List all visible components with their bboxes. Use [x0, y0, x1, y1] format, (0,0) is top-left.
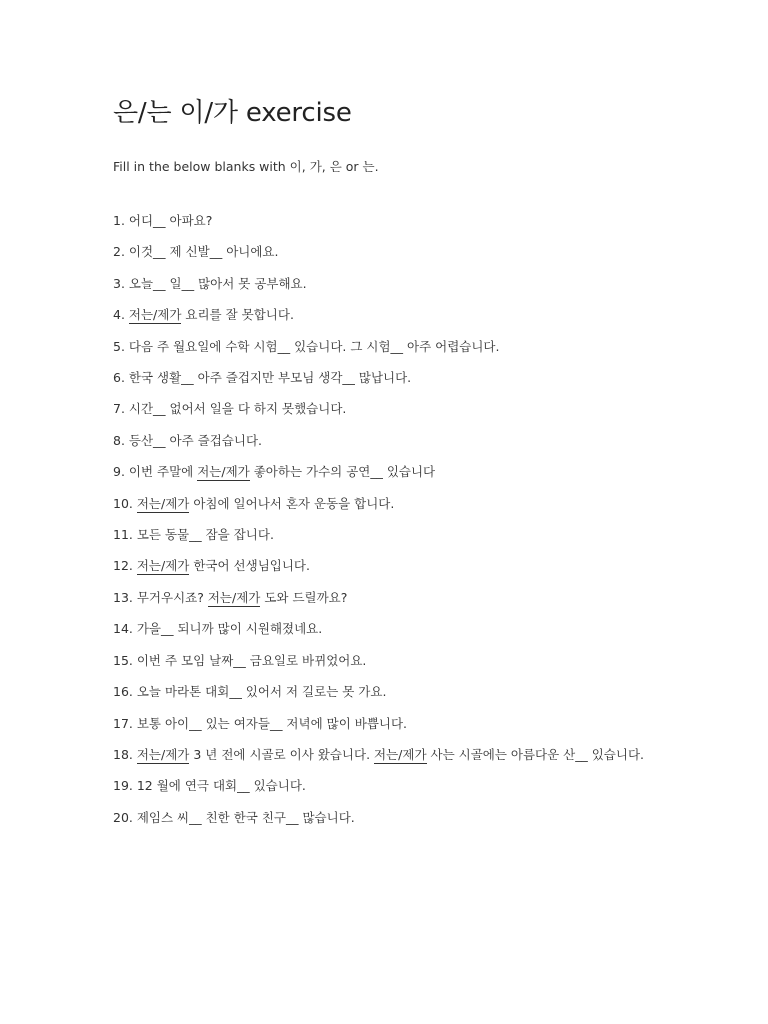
exercise-text: 1. 어디__ 아파요? [113, 213, 213, 228]
exercise-text: 4. [113, 307, 129, 323]
exercise-text: 19. 12 월에 연극 대회__ 있습니다. [113, 778, 306, 794]
exercise-text: 2. 이것__ 제 신발__ 아니에요. [113, 244, 279, 260]
exercise-text: 17. 보통 아이__ 있는 여자들__ 저녁에 많이 바쁩니다. [113, 715, 408, 731]
exercise-text: 18. [113, 746, 137, 762]
exercise-text: 3 년 전에 시골로 이사 왔습니다. [189, 746, 375, 762]
exercise-text: 5. 다음 주 월요일에 수학 시험__ 있습니다. 그 시험__ 아주 어렵습니다. [113, 338, 500, 354]
exercise-item [113, 645, 673, 676]
exercise-item [113, 802, 673, 833]
page-title: 은/는 이/가 exercise [113, 98, 352, 128]
exercise-item [113, 236, 673, 267]
underlined-choice: 저는/제가 [374, 746, 427, 762]
exercise-text: 3. 오늘__ 일__ 많아서 못 공부해요. [113, 275, 307, 291]
exercise-item [113, 550, 673, 581]
exercise-text: 7. 시간__ 없어서 일을 다 하지 못했습니다. [113, 401, 347, 417]
exercise-text: 15. 이번 주 모임 날짜__ 금요일로 바뀌었어요. [113, 652, 367, 668]
instructions-text: Fill in the below blanks with 이, 가, 은 or 는. [113, 159, 379, 174]
exercise-text: 사는 시골에는 아름다운 산__ 있습니다. [426, 746, 644, 762]
exercise-text: 16. 오늘 마라톤 대회__ 있어서 저 길로는 못 가요. [113, 684, 387, 700]
exercise-item [113, 519, 673, 550]
underlined-choice: 저는/제가 [128, 307, 182, 323]
exercise-item [113, 770, 673, 801]
exercise-text: 11. 모든 동물__ 잠을 잡니다. [113, 527, 274, 543]
exercise-text: 13. 무거우시죠? [113, 589, 208, 605]
underlined-choice: 저는/제가 [136, 495, 190, 511]
exercise-text: 12. [113, 558, 137, 574]
exercise-text: 도와 드릴까요? [260, 589, 348, 605]
exercise-text: 요리를 잘 못합니다. [181, 307, 294, 323]
exercise-text: 10. [113, 495, 137, 511]
exercise-text: 6. 한국 생활__ 아주 즐겁지만 부모님 생각__ 많납니다. [113, 370, 412, 386]
exercise-list [113, 205, 673, 833]
exercise-text: 8. 등산__ 아주 즐겁습니다. [113, 432, 262, 448]
exercise-item [113, 456, 673, 487]
exercise-text: 9. 이번 주말에 [113, 464, 198, 480]
exercise-text: 한국어 선생님입니다. [189, 558, 310, 574]
exercise-text: 14. 가을__ 되니까 많이 시원해졌네요. [113, 621, 323, 637]
exercise-item [113, 362, 673, 393]
exercise-item [113, 582, 673, 613]
exercise-item [113, 488, 673, 519]
exercise-item [113, 393, 673, 424]
underlined-choice: 저는/제가 [207, 589, 261, 605]
exercise-item [113, 205, 673, 236]
exercise-item [113, 708, 673, 739]
exercise-text: 아침에 일어나서 혼자 운동을 합니다. [189, 495, 395, 511]
underlined-choice: 저는/제가 [197, 464, 250, 480]
exercise-item [113, 739, 673, 770]
exercise-text: 좋아하는 가수의 공연__ 있습니다 [249, 464, 436, 480]
exercise-item [113, 299, 673, 330]
underlined-choice: 저는/제가 [136, 558, 190, 574]
exercise-item [113, 613, 673, 644]
exercise-item [113, 331, 673, 362]
exercise-item [113, 268, 673, 299]
underlined-choice: 저는/제가 [136, 746, 190, 762]
exercise-item [113, 425, 673, 456]
exercise-item [113, 676, 673, 707]
exercise-text: 20. 제임스 씨__ 친한 한국 친구__ 많습니다. [113, 809, 355, 825]
